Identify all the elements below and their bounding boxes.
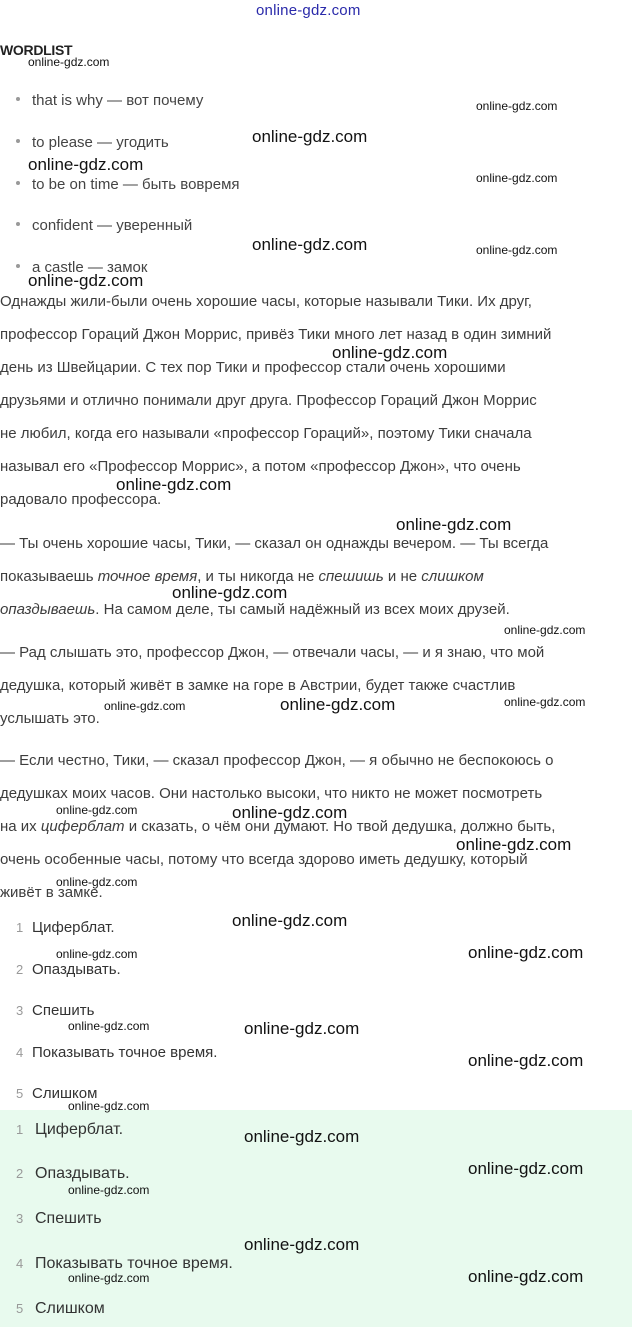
watermark: online-gdz.com [68, 1019, 150, 1033]
story-paragraph-2: — Ты очень хорошие часы, Тики, — сказал он однажды вечером. — Ты всегда показываешь точное время, и ты никогда не спешишь и не слишком опаздываешь. На самом деле, ты самый надёжный из всех моих друзей. [0, 535, 549, 618]
watermark: online-gdz.com [68, 1271, 150, 1285]
watermark: online-gdz.com [244, 1019, 360, 1038]
bullet-icon [16, 264, 20, 268]
watermark: online-gdz.com [280, 695, 396, 714]
watermark: online-gdz.com [104, 699, 186, 713]
story-paragraph-1: Однажды жили-были очень хорошие часы, которые называли Тики. Их друг, профессор Гораций Джон Моррис, привёз Тики много лет назад в один зимний день из Швейцарии. С тех пор Тики и профессор стали очень хорошими друзьями и отлично понимали друг друга. Профессор Гораций Джон Моррис не любил, когда его называли «профессор Гораций», поэтому Тики сначала называл его «Профессор Моррис», а потом «профессор Джон», что очень радовало профессора. [0, 293, 552, 508]
watermark: online-gdz.com [68, 1183, 150, 1197]
site-title[interactable]: online-gdz.com [256, 2, 361, 19]
watermark: online-gdz.com [252, 127, 368, 146]
watermark: online-gdz.com [468, 1267, 584, 1286]
emphasis-phrase: циферблат [40, 818, 125, 835]
watermark: online-gdz.com [456, 835, 572, 854]
watermark: online-gdz.com [28, 155, 144, 174]
emphasis-phrase: спешишь [318, 568, 384, 585]
task-list-item: 5 Слишком [16, 1085, 98, 1102]
watermark: online-gdz.com [468, 1051, 584, 1070]
watermark: online-gdz.com [476, 243, 558, 257]
answer-list-item: 2 Опаздывать. [16, 1165, 130, 1182]
task-list-item: 3 Спешить [16, 1002, 95, 1019]
watermark: online-gdz.com [332, 343, 448, 362]
task-list-item: 4 Показывать точное время. [16, 1044, 218, 1061]
watermark: online-gdz.com [244, 1235, 360, 1254]
bullet-icon [16, 139, 20, 143]
answer-list-item: 3 Спешить [16, 1210, 102, 1227]
wordlist-item: a castle — замок [16, 259, 147, 276]
watermark: online-gdz.com [396, 515, 512, 534]
emphasis-phrase: слишком [421, 568, 484, 585]
watermark: online-gdz.com [232, 911, 348, 930]
story-paragraph-3: — Рад слышать это, профессор Джон, — отвечали часы, — и я знаю, что мой дедушка, который живёт в замке на горе в Австрии, будет также счастлив услышать это. [0, 644, 545, 727]
answer-list-item: 5 Слишком [16, 1300, 105, 1317]
emphasis-phrase: точное время [97, 568, 198, 585]
watermark: online-gdz.com [68, 1099, 150, 1113]
watermark: online-gdz.com [172, 583, 288, 602]
watermark: online-gdz.com [56, 803, 138, 817]
task-list-item: 1 Циферблат. [16, 919, 115, 936]
bullet-icon [16, 97, 20, 101]
wordlist-item: to be on time — быть вовремя [16, 176, 240, 193]
task-list-item: 2 Опаздывать. [16, 961, 121, 978]
watermark: online-gdz.com [504, 623, 586, 637]
wordlist-heading: WORDLIST [0, 42, 73, 58]
watermark: online-gdz.com [28, 55, 110, 69]
watermark: online-gdz.com [56, 947, 138, 961]
story-paragraph-4: — Если честно, Тики, — сказал профессор Джон, — я обычно не беспокоюсь о дедушках моих часов. Они настолько высоки, что никто не может посмотреть на их циферблат и сказать, о чём они думают. Но твой дедушка, должно быть, очень особенные часы, потому что всегда здорово иметь дедушку, который живёт в замке. [0, 752, 556, 901]
wordlist-item: to please — угодить [16, 134, 169, 151]
answer-list-item: 1 Циферблат. [16, 1121, 124, 1138]
wordlist-item: that is why — вот почему [16, 92, 203, 109]
watermark: online-gdz.com [28, 271, 144, 290]
watermark: online-gdz.com [244, 1127, 360, 1146]
watermark: online-gdz.com [468, 1159, 584, 1178]
watermark: online-gdz.com [468, 943, 584, 962]
watermark: online-gdz.com [56, 875, 138, 889]
wordlist-item: confident — уверенный [16, 217, 192, 234]
bullet-icon [16, 222, 20, 226]
bullet-icon [16, 181, 20, 185]
watermark: online-gdz.com [116, 475, 232, 494]
watermark: online-gdz.com [476, 99, 558, 113]
emphasis-phrase: опаздываешь [0, 601, 96, 618]
watermark: online-gdz.com [232, 803, 348, 822]
watermark: online-gdz.com [252, 235, 368, 254]
answer-list-item: 4 Показывать точное время. [16, 1255, 233, 1272]
watermark: online-gdz.com [476, 171, 558, 185]
watermark: online-gdz.com [504, 695, 586, 709]
